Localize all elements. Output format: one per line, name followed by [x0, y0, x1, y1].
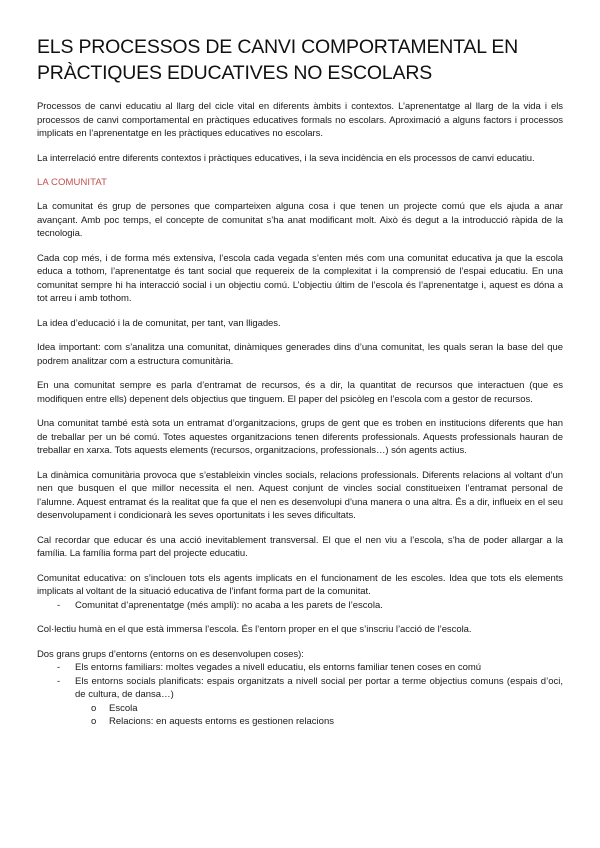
sub-list-item: o Escola	[37, 702, 563, 716]
comunitat-educativa-list	[37, 599, 563, 613]
body-paragraph: En una comunitat sempre es parla d’entramat de recursos, és a dir, la quantitat de recursos que interactuen (que es modifiquen entre ells) depenent dels objectius que tinguem. El paper del psicòleg en l’escola com a gestor de recursos.	[37, 380, 563, 405]
intro-paragraph-1: Processos de canvi educatiu al llarg del cicle vital en diferents àmbits i contextos. L’aprenentatge al llarg de la vida i els processos de canvi comportamental en pràctiques educatives formals no escolars. Aproximació a alguns factors i processos implicats en l’aprenentatge en les pràctiques educatives no escolars.	[37, 101, 563, 139]
list-item: - Els entorns familiars: moltes vegades a nivell educatiu, els entorns familiar tenen coses en comú	[37, 661, 563, 675]
entorns-intro: Dos grans grups d’entorns (entorns on es desenvolupen coses):	[37, 648, 304, 660]
entorns-sublist	[37, 702, 563, 729]
list-item-with-sublist	[37, 675, 563, 729]
list-item-text: Els entorns socials planificats: espais organitzats a nivell social per portar a terme objectius comuns (espais d’oci, de cultura, de dansa…)	[75, 675, 563, 700]
intro-paragraph-2: La interrelació entre diferents contextos i pràctiques educatives, i la seva incidència en els processos de canvi educatiu.	[37, 152, 535, 164]
sub-list-item: o Relacions: en aquests entorns es gestionen relacions	[37, 715, 563, 729]
entorns-list	[37, 661, 563, 729]
body-paragraph: La comunitat és grup de persones que comparteixen alguna cosa i que tenen un projecte comú que els ajuda a anar avançant. Amb poc temps, el concepte de comunitat s’ha anat modificant molt. Això és degut a la introducció ràpida de la tecnologia.	[37, 201, 563, 239]
body-paragraph: La idea d’educació i la de comunitat, per tant, van lligades.	[37, 317, 281, 329]
document-title: ELS PROCESSOS DE CANVI COMPORTAMENTAL EN PRÀCTIQUES EDUCATIVES NO ESCOLARS	[37, 36, 519, 84]
body-paragraph: Cada cop més, i de forma més extensiva, l’escola cada vegada s’enten més com una comunitat educativa ja que la escola educa a tothom, l’aprenentatge és tant social que requereix de la complexitat i la comprensió de l’espai educatiu. En una comunitat sempre hi ha interacció social i un objectiu comú. L’objectiu últim de l’escola és l’aprenentatge i, aquest es dóna a tot arreu i amb tothom.	[37, 252, 563, 304]
list-item: - Comunitat d’aprenentatge (més ampli): no acaba a les parets de l’escola.	[37, 599, 563, 613]
comunitat-educativa-paragraph: Comunitat educativa: on s’inclouen tots els agents implicats en el funcionament de les escoles. Idea que tots els elements implicats al voltant de la situació educativa de l’infant forma part de la comunitat.	[37, 572, 563, 597]
collectiu-paragraph: Col·lectiu humà en el que està immersa l’escola. És l’entorn proper en el que s’inscriu l’acció de l’escola.	[37, 624, 472, 635]
body-paragraph: Idea important: com s’analitza una comunitat, dinàmiques generades dins d’una comunitat, les quals seran la base del que podrem analitzar com a estructura comunitària.	[37, 342, 563, 367]
body-paragraph: Una comunitat també està sota un entramat d’organitzacions, grups de gent que es troben en institucions diferents que han de treballar per un bé comú. Totes aquestes organitzacions tenen diferents professionals. Aquests professionals hauran de treballar en xarxa. Tots aquests elements (recursos, organitzacions, professionals…) són agents actius.	[37, 418, 563, 456]
section-heading-comunitat: LA COMUNITAT	[37, 177, 107, 188]
body-paragraph: Cal recordar que educar és una acció inevitablement transversal. El que el nen viu a l’escola, s’ha de poder allargar a la família. La família forma part del projecte educatiu.	[37, 534, 563, 559]
body-paragraph: La dinàmica comunitària provoca que s’estableixin vincles socials, relacions professionals. Diferents relacions al voltant d’un nen que busquen el que millor necessita el nen. Aquest conjunt de vincles social constitueixen l’entramat personal de l’alumne. Aquest entramat és la realitat que fa que el nen es desenvolupi d’una manera o una altra. És a dir, influeix en el seu desenvolupament i condicionarà les seves oportunitats i les seves dificultats.	[37, 469, 563, 521]
